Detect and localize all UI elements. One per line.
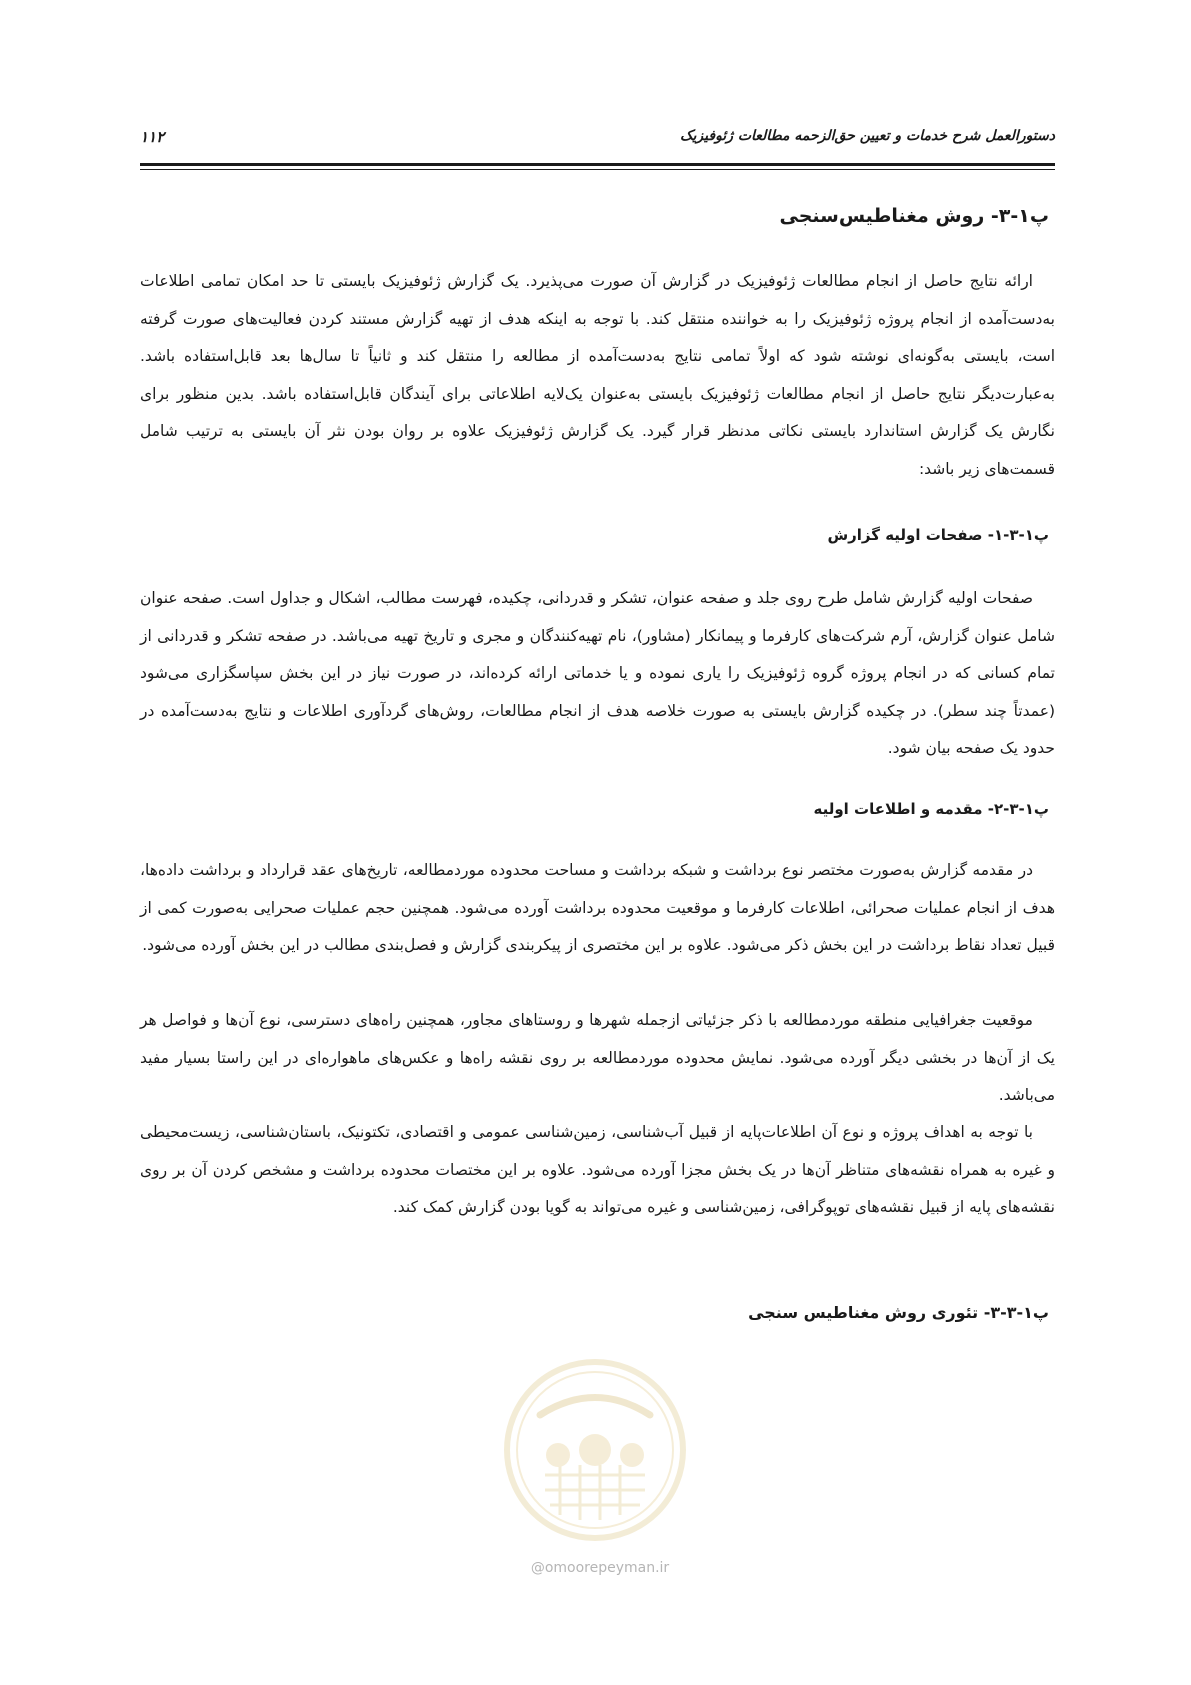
section-heading-magnetometry: پ۱-۳- روش مغناطیس‌سنجی (779, 205, 1049, 227)
section-heading-initial-pages: پ۱-۳-۱- صفحات اولیه گزارش (827, 526, 1049, 544)
running-title: دستورالعمل شرح خدمات و تعیین حق‌الزحمه مطالعات ژئوفیزیک (680, 128, 1055, 144)
watermark-domain: @omoorepeyman.ir (530, 1560, 670, 1576)
header-rule-thick (140, 163, 1055, 166)
paragraph-initial-pages: صفحات اولیه گزارش شامل طرح روی جلد و صفحه عنوان، تشکر و قدردانی، چکیده، فهرست مطالب، اشکال و جداول است. صفحه عنوان شامل عنوان گزارش، آرم شرکت‌های کارفرما و پیمانکار (مشاور)، نام تهیه‌کنندگان و مجری و تاریخ تهیه می‌باشد. در صفحه تشکر و قدردانی از تمام کسانی که در انجام پروژه گروه ژئوفیزیک را یاری نموده و یا خدماتی ارائه کرده‌اند، در صورت نیاز در این بخش سپاسگزاری می‌شود (عمدتاً چند سطر). در چکیده گزارش بایستی به صورت خلاصه هدف از انجام مطالعات، روش‌های گردآوری اطلاعات و نتایج به‌دست‌آمده در حدود یک صفحه بیان شود. (140, 589, 1055, 757)
paragraph-geographic-location: موقعیت جغرافیایی منطقه موردمطالعه با ذکر جزئیاتی ازجمله شهرها و روستاهای مجاور، همچنین راه‌های دسترسی، نوع آن‌ها و فواصل هر یک از آن‌ها در بخشی دیگر آورده می‌شود. نمایش محدوده موردمطالعه بر روی نقشه راه‌ها و عکس‌های ماهواره‌ای در این راستا بسیار مفید می‌باشد. (140, 1011, 1055, 1104)
page-number: ۱۱۲ (140, 128, 165, 146)
page-header (140, 128, 1055, 158)
paragraph-report-intro: ارائه نتایج حاصل از انجام مطالعات ژئوفیزیک در گزارش آن صورت می‌پذیرد. یک گزارش ژئوفیزیک بایستی تا حد امکان تمامی اطلاعات به‌دست‌آمده از انجام پروژه ژئوفیزیک را به خواننده منتقل کند. با توجه به اینکه هدف از تهیه گزارش مستند کردن فعالیت‌های صورت گرفته است، بایستی به‌گونه‌ای نوشته شود که اولاً تمامی نتایج به‌دست‌آمده از مطالعه را منتقل کند و ثانیاً تا سال‌ها بعد قابل‌استفاده باشد. به‌عبارت‌دیگر نتایج حاصل از انجام مطالعات ژئوفیزیک بایستی به‌عنوان یک‌لایه اطلاعاتی برای آیندگان قابل‌استفاده باشد. بدین منظور برای نگارش یک گزارش استاندارد بایستی نکاتی مدنظر قرار گیرد. یک گزارش ژئوفیزیک علاوه بر روان بودن نثر آن بایستی به ترتیب شامل قسمت‌های زیر باشد: (140, 272, 1055, 478)
header-rule-thin (140, 169, 1055, 170)
paragraph-introduction: در مقدمه گزارش به‌صورت مختصر نوع برداشت و شبکه برداشت و مساحت محدوده موردمطالعه، تاریخ‌های عقد قرارداد و برداشت داده‌ها، هدف از انجام عملیات صحرائی، اطلاعات کارفرما و موقعیت محدوده برداشت آورده می‌شود. همچنین حجم عملیات صحرایی به‌صورت کمی از قبیل تعداد نقاط برداشت در این بخش ذکر می‌شود. علاوه بر این مختصری از پیکربندی گزارش و فصل‌بندی مطالب در این بخش آورده می‌شود. (140, 861, 1055, 954)
section-heading-theory: پ۱-۳-۳- تئوری روش مغناطیس سنجی (748, 1303, 1049, 1322)
section-heading-introduction: پ۱-۳-۲- مقدمه و اطلاعات اولیه (813, 800, 1049, 818)
paragraph-base-information: با توجه به اهداف پروژه و نوع آن اطلاعات‌پایه از قبیل آب‌شناسی، زمین‌شناسی عمومی و اقتصادی، تکتونیک، باستان‌شناسی، زیست‌محیطی و غیره به همراه نقشه‌های متناظر آن‌ها در یک بخش مجزا آورده می‌شود. علاوه بر این مختصات محدوده برداشت و مشخص کردن آن بر روی نقشه‌های پایه از قبیل نقشه‌های توپوگرافی، زمین‌شناسی و غیره می‌تواند به گویا بودن گزارش کمک کند. (140, 1123, 1055, 1216)
watermark-logo (500, 1355, 690, 1545)
